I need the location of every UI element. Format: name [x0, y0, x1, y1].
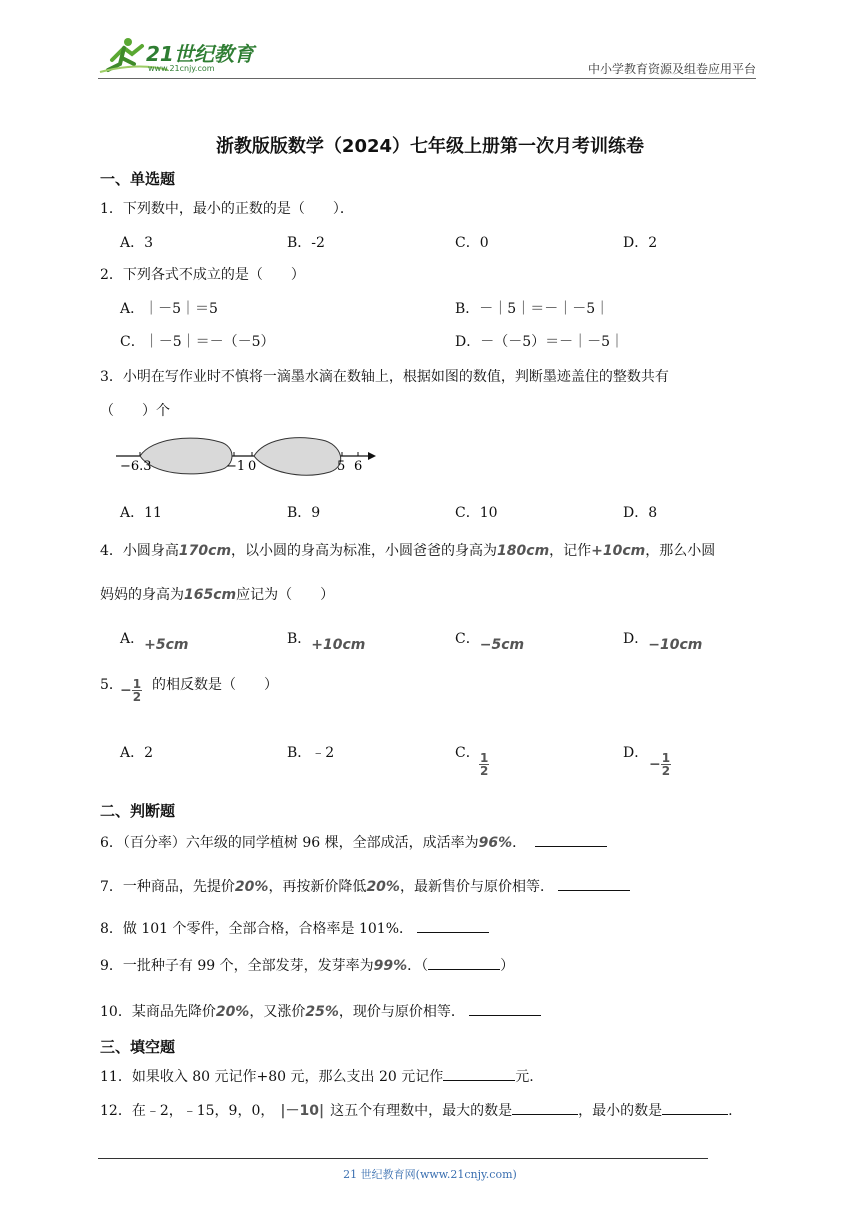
q4-text-part4: ，那么小圆: [645, 543, 716, 559]
axis-label-5: 5: [337, 459, 346, 474]
q2-option-b: B．－｜5｜＝－｜－5｜: [455, 301, 610, 317]
header-platform-text: 中小学教育资源及组卷应用平台: [587, 62, 756, 76]
axis-label-neg63: −6.3: [120, 459, 152, 474]
q3-option-d: D．8: [623, 505, 658, 521]
q2-option-d: D．－（－5）＝－｜－5｜: [455, 334, 625, 350]
q4-math-165cm: 165cm: [184, 587, 237, 603]
q1-option-b: B．-2: [287, 235, 325, 251]
q8-answer-blank[interactable]: [417, 918, 489, 933]
q4-option-d: D．−10cm: [623, 631, 703, 653]
q4-option-b: B．+10cm: [287, 631, 366, 653]
q3-option-a: A．11: [120, 505, 162, 521]
q10-math-20pct: 20%: [215, 1004, 250, 1020]
q9-math-99pct: 99%: [373, 958, 408, 974]
footer-divider: [98, 1158, 708, 1159]
q3-option-b: B．9: [287, 505, 321, 521]
q5-option-d: D．: [623, 745, 649, 761]
question-5-number: 5．: [100, 677, 123, 693]
header-divider: [98, 78, 756, 79]
question-1: 1．下列数中，最小的正数的是（ ）．: [100, 201, 354, 217]
question-3-line1: 3．小明在写作业时不慎将一滴墨水滴在数轴上，根据如图的数值，判断墨迹盖住的整数共有: [100, 369, 669, 385]
q12-answer-blank-max[interactable]: [512, 1100, 578, 1115]
q10-answer-blank[interactable]: [469, 1001, 541, 1016]
site-logo: [98, 34, 258, 78]
q10-math-25pct: 25%: [305, 1004, 339, 1020]
q5-neg-half-expr: − $\frac{1}{2}$: [120, 677, 142, 704]
question-11: 11．如果收入 80 元记作+80 元，那么支出 20 元记作 元.: [100, 1066, 534, 1086]
q3-option-c: C．10: [455, 505, 498, 521]
question-7: 7．一种商品，先提价20%，再按新价降低20%，最新售价与原价相等．: [100, 876, 630, 896]
axis-label-neg1: −1: [226, 459, 246, 474]
section-heading-fill-blank: 三、填空题: [100, 1038, 176, 1056]
q4-option-c: C．−5cm: [455, 631, 525, 653]
q7-math-20pct-a: 20%: [234, 879, 269, 895]
q4-text-part6: 应记为（ ）: [236, 587, 335, 603]
axis-label-0: 0: [248, 459, 257, 474]
q5-option-a: A．2: [120, 745, 154, 761]
q4-math-180cm: 180cm: [497, 543, 550, 559]
q4-text-part2: ，以小圆的身高为标准，小圆爸爸的身高为: [231, 543, 498, 559]
question-6: 6．（百分率）六年级的同学植树 96 棵，全部成活，成活率为96%．: [100, 832, 607, 852]
question-3-line2: （ ）个: [100, 403, 170, 419]
q12-math-abs-neg10: |－10|: [280, 1103, 325, 1119]
footer-link[interactable]: 21 世纪教育网(www.21cnjy.com): [343, 1168, 517, 1181]
q6-answer-blank[interactable]: [535, 832, 607, 847]
question-4-line2: [100, 584, 334, 604]
q1-option-c: C．0: [455, 235, 489, 251]
question-5-text: 的相反数是（ ）: [152, 677, 278, 693]
q12-answer-blank-min[interactable]: [662, 1100, 728, 1115]
question-10: 10．某商品先降价20%，又涨价25%，现价与原价相等．: [100, 1001, 541, 1021]
axis-label-6: 6: [354, 459, 363, 474]
q5-option-c-frac: $\frac{1}{2}$: [480, 751, 489, 778]
ink-blot-right: [254, 438, 341, 475]
question-2: 2．下列各式不成立的是（ ）: [100, 267, 305, 283]
question-9: 9．一批种子有 99 个，全部发芽，发芽率为99%．（ ）: [100, 955, 514, 975]
logo-text: 21世纪教育: [146, 42, 254, 66]
q4-text-part5: 妈妈的身高为: [100, 587, 184, 603]
q7-answer-blank[interactable]: [558, 876, 630, 891]
q6-math-96pct: 96%: [478, 835, 513, 851]
ink-blot-left: [140, 438, 232, 474]
section-heading-true-false: 二、判断题: [100, 802, 176, 820]
question-4-line1: [100, 540, 715, 560]
q4-math-170cm: 170cm: [178, 543, 232, 559]
number-line-figure: [112, 432, 382, 480]
q1-option-d: D．2: [623, 235, 658, 251]
logo-url: www.21cnjy.com: [148, 64, 215, 73]
q7-math-20pct-b: 20%: [366, 879, 400, 895]
q5-option-b: B．﹣2: [287, 745, 335, 761]
axis-arrow-icon: [368, 452, 376, 460]
q1-option-a: A．3: [120, 235, 154, 251]
q5-option-d-frac: − $\frac{1}{2}$: [649, 751, 671, 778]
q4-text-part3: ，记作: [549, 543, 592, 559]
q2-option-a: A．｜－5｜＝5: [120, 301, 218, 317]
q4-option-a: A．+5cm: [120, 631, 189, 653]
q4-math-plus10cm: +10cm: [591, 543, 646, 559]
q9-answer-blank[interactable]: [428, 955, 500, 970]
q4-text-part1: 4．小圆身高: [100, 543, 179, 559]
q5-option-c: C．: [455, 745, 480, 761]
q2-option-c: C．｜－5｜＝－（－5）: [120, 334, 275, 350]
page-title: 浙教版版数学（2024）七年级上册第一次月考训练卷: [215, 136, 645, 157]
question-8: 8．做 101 个零件，全部合格，合格率是 101%．: [100, 918, 489, 938]
q11-answer-blank[interactable]: [443, 1066, 515, 1081]
section-heading-single-choice: 一、单选题: [100, 170, 176, 188]
question-12: 12．在﹣2，﹣15，9，0， |－10| 这五个有理数中，最大的数是 ，最小的数是 .: [100, 1100, 733, 1120]
